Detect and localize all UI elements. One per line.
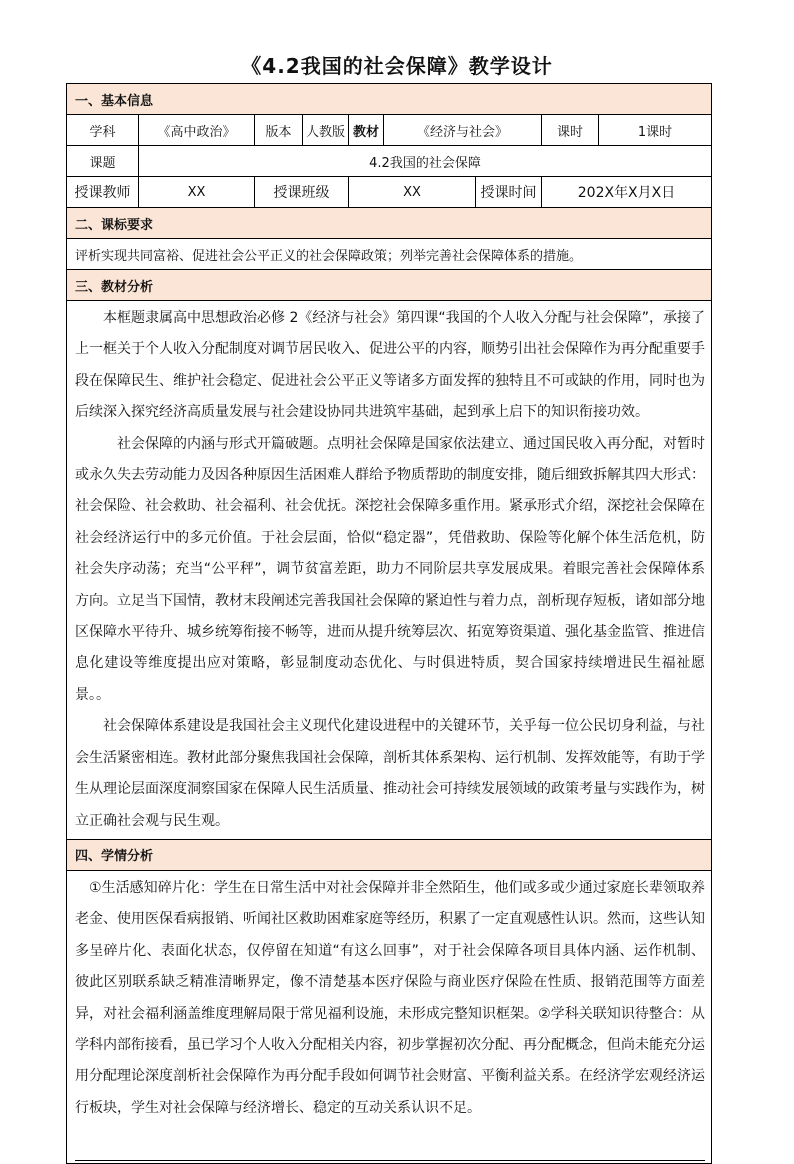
section-header-learner-analysis: 四、学情分析 — [67, 839, 712, 870]
learner-paragraph: ①生活感知碎片化：学生在日常生活中对社会保障并非全然陌生，他们或多或少通过家庭长辈领取养老金、使用医保看病报销、听闻社区救助困难家庭等经历，积累了一定直观感性认识。然而，这些认知多呈碎片化、表面化状态，仅停留在知道“有这么回事”，对于社会保障各项目具体内涵、运作机制、彼此区别联系缺乏精准清晰界定，像不清楚基本医疗保险与商业医疗保险在性质、报销范围等方面差异，对社会福利涵盖维度理解局限于常见福利设施，未形成完整知识框架。②学科关联知识待整合：从学科内部衔接看，虽已学习个人收入分配相关内容，初步掌握初次分配、再分配概念，但尚未能充分运用分配理论深度剖析社会保障作为再分配手段如何调节社会财富、平衡利益关系。在经济学宏观经济运行板块，学生对社会保障与经济增长、稳定的互动关系认识不足。 — [75, 879, 706, 1116]
class-label: 授课班级 — [255, 177, 349, 208]
basic-info-row — [67, 115, 712, 146]
textbook-paragraph: 社会保障体系建设是我国社会主义现代化建设进程中的关键环节，关乎每一位公民切身利益，与社会生活紧密相连。教材此部分聚焦我国社会保障，剖析其体系架构、运行机制、发挥效能等，有助于学生从理论层面深度洞察国家在保障人民生活质量、推动社会可持续发展领域的政策考量与实践作为，树立正确社会观与民生观。 — [75, 718, 706, 829]
class-hours-value: 1课时 — [599, 115, 712, 146]
class-hours-label: 课时 — [542, 115, 599, 146]
class-value: XX — [349, 177, 476, 208]
teacher-row — [67, 177, 712, 208]
edition-value: 人教版 — [303, 115, 349, 146]
subject-label: 学科 — [67, 115, 139, 146]
subject-value: 《高中政治》 — [139, 115, 255, 146]
document-title: 《4.2我国的社会保障》教学设计 — [241, 54, 553, 78]
textbook-paragraph: 社会保障的内涵与形式开篇破题。点明社会保障是国家依法建立、通过国民收入再分配，对暂时或永久失去劳动能力及因各种原因生活困难人群给予物质帮助的制度安排，随后细致拆解其四大形式：社会保险、社会救助、社会福利、社会优抚。深挖社会保障多重作用。紧承形式介绍，深挖社会保障在社会经济运行中的多元价值。于社会层面，恰似“稳定器”，凭借救助、保险等化解个体生活危机，防社会失序动荡；充当“公平秤”，调节贫富差距，助力不同阶层共享发展成果。着眼完善社会保障体系方向。立足当下国情，教材末段阐述完善我国社会保障的紧迫性与着力点，剖析现存短板，诸如部分地区保障水平待升、城乡统筹衔接不畅等，进而从提升统筹层次、拓宽筹资渠道、强化基金监管、推进信息化建设等维度提出应对策略，彰显制度动态优化、与时俱进特质，契合国家持续增进民生福祉愿景。。 — [75, 435, 706, 703]
textbook-label: 教材 — [349, 115, 384, 146]
learner-analysis-body — [67, 870, 712, 1163]
section-header-curriculum: 二、课标要求 — [67, 208, 712, 239]
time-label: 授课时间 — [476, 177, 542, 208]
topic-label: 课题 — [67, 146, 139, 177]
textbook-paragraph: 本框题隶属高中思想政治必修 2《经济与社会》第四课“我国的个人收入分配与社会保障”，承接了上一框关于个人收入分配制度对调节居民收入、促进公平的内容，顺势引出社会保障作为再分配重要手段在保障民生、维护社会稳定、促进社会公平正义等诸多方面发挥的独特且不可或缺的作用，同时也为后续深入探究经济高质量发展与社会建设协同共进筑牢基础，起到承上启下的知识衔接功效。 — [75, 310, 706, 421]
section-header-textbook-analysis: 三、教材分析 — [67, 270, 712, 301]
textbook-value: 《经济与社会》 — [384, 115, 542, 146]
topic-value: 4.2我国的社会保障 — [139, 146, 712, 177]
textbook-analysis-body — [67, 301, 712, 840]
edition-label: 版本 — [255, 115, 303, 146]
section-header-basic-info: 一、基本信息 — [67, 84, 712, 115]
teacher-label: 授课教师 — [67, 177, 139, 208]
learner-analysis-clip — [75, 873, 705, 1161]
time-value: 202X年X月X日 — [542, 177, 712, 208]
curriculum-requirement-text: 评析实现共同富裕、促进社会公平正义的社会保障政策；列举完善社会保障体系的措施。 — [67, 239, 712, 270]
teacher-value: XX — [139, 177, 255, 208]
topic-row — [67, 146, 712, 177]
lesson-plan-table — [66, 83, 712, 1164]
